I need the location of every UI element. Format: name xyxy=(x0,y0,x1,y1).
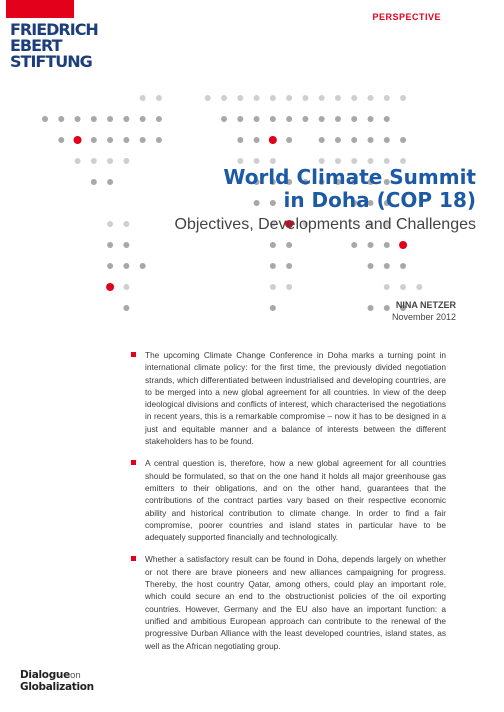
map-dot xyxy=(123,137,129,143)
map-dot xyxy=(254,137,260,143)
summary-section xyxy=(131,349,446,662)
document-title xyxy=(223,166,476,212)
title-line-1: World Climate Summit xyxy=(223,165,476,189)
summary-paragraph xyxy=(131,457,446,543)
map-dot xyxy=(351,158,357,164)
map-dot xyxy=(286,137,292,143)
map-dot xyxy=(368,305,374,311)
map-dot xyxy=(368,242,374,248)
map-dot xyxy=(75,158,81,164)
map-dot xyxy=(123,305,129,311)
map-dot xyxy=(270,263,276,269)
publication-date: November 2012 xyxy=(391,312,456,322)
map-dot xyxy=(351,137,357,143)
map-dot-highlight xyxy=(106,283,114,291)
map-dot xyxy=(286,263,292,269)
map-dot xyxy=(319,158,325,164)
map-dot xyxy=(400,263,406,269)
map-dot xyxy=(319,95,325,101)
map-dot-highlight xyxy=(74,136,82,144)
map-dot xyxy=(91,158,97,164)
map-dot xyxy=(286,116,292,122)
map-dot xyxy=(140,137,146,143)
map-dot xyxy=(237,116,243,122)
map-dot xyxy=(123,158,129,164)
map-dot xyxy=(254,95,260,101)
map-dot xyxy=(254,158,260,164)
map-dot-highlight xyxy=(269,136,277,144)
map-dot xyxy=(123,284,129,290)
map-dot xyxy=(270,242,276,248)
map-dot xyxy=(400,284,406,290)
map-dot xyxy=(368,95,374,101)
footer-word-globalization: Globalization xyxy=(20,681,94,693)
title-line-2: in Doha (COP 18) xyxy=(283,188,476,212)
bullet-square-icon xyxy=(131,460,136,465)
map-dot-highlight xyxy=(399,241,407,249)
map-dot xyxy=(400,137,406,143)
map-dot xyxy=(302,95,308,101)
map-dot xyxy=(335,116,341,122)
map-dot xyxy=(75,116,81,122)
map-dot xyxy=(368,158,374,164)
map-dot xyxy=(368,137,374,143)
map-dot xyxy=(270,284,276,290)
fes-logo xyxy=(6,0,145,72)
map-dot xyxy=(123,116,129,122)
map-dot xyxy=(91,137,97,143)
map-dot xyxy=(123,221,129,227)
map-dot xyxy=(384,305,390,311)
map-dot xyxy=(335,95,341,101)
map-dot xyxy=(254,116,260,122)
map-dot xyxy=(221,116,227,122)
map-dot xyxy=(107,116,113,122)
map-dot xyxy=(107,179,113,185)
series-label: PERSPECTIVE xyxy=(372,12,441,22)
logo-word-1: FRIEDRICH xyxy=(10,20,98,39)
map-dot xyxy=(107,221,113,227)
map-dot xyxy=(237,95,243,101)
dialogue-on-globalization-logo xyxy=(20,670,94,693)
map-dot xyxy=(140,263,146,269)
paragraph-text: A central question is, therefore, how a new global agreement for all countries should be formulated, so that on the one hand it holds all major greenhouse gas emitters to their obligations, and on the other hand, guarantees that the contributions of the contract parties vary based on their respective economic ability and historical contribution to climate change. In order to find a fair compromise, poorer countries and island states in particular have to be adequately supported financially and technologically. xyxy=(145,458,446,543)
map-dot xyxy=(270,305,276,311)
author-name: NINA NETZER xyxy=(395,300,456,310)
map-dot xyxy=(286,95,292,101)
logo-word-3: STIFTUNG xyxy=(10,52,92,71)
map-dot xyxy=(237,137,243,143)
logo-red-bar xyxy=(6,0,74,18)
map-dot xyxy=(123,242,129,248)
map-dot xyxy=(384,116,390,122)
map-dot xyxy=(351,242,357,248)
bullet-square-icon xyxy=(131,556,136,561)
map-dot xyxy=(58,116,64,122)
logo-word-2: EBERT xyxy=(10,36,62,55)
map-dot xyxy=(221,95,227,101)
map-dot xyxy=(286,242,292,248)
map-dot xyxy=(91,179,97,185)
paragraph-text: The upcoming Climate Change Conference in Doha marks a turning point in international climate policy: for the first time, the previously divided negotiation strands, which differentiated between industrialised and developing countries, are to be merged into a new global agreement for all countries. In view of the deep ideological divisions and conflicts of interest, which characterised the negotiations in recent years, this is a remarkable compromise – now it has to be designed in a just and equitable manner and a balance of interests between the different stakeholders has to be found. xyxy=(145,350,446,447)
map-dot xyxy=(107,242,113,248)
document-subtitle: Objectives, Developments and Challenges xyxy=(174,216,476,233)
map-dot xyxy=(107,137,113,143)
map-dot xyxy=(270,158,276,164)
map-dot xyxy=(270,116,276,122)
map-dot xyxy=(237,158,243,164)
map-dot xyxy=(319,137,325,143)
map-dot xyxy=(156,95,162,101)
map-dot xyxy=(107,158,113,164)
map-dot xyxy=(368,116,374,122)
map-dot xyxy=(140,95,146,101)
map-dot xyxy=(416,284,422,290)
map-dot xyxy=(384,242,390,248)
map-dot xyxy=(335,137,341,143)
summary-paragraph xyxy=(131,349,446,447)
paragraph-text: Whether a satisfactory result can be found in Doha, depends largely on whether or not there are brave pioneers and new alliances campaigning for progress. Thereby, the host country Qatar, among others, could play an important role, which could secure an end to the obstructionist policies of the oil exporting countries. However, Germany and the EU also have an important function: a unified and ambitious European approach can contribute to the renewal of the progressive Durban Alliance with the least developed countries, island states, as well as the African negotiating group. xyxy=(145,554,446,651)
map-dot xyxy=(384,95,390,101)
footer-word-dialogue: Dialogue xyxy=(20,669,70,681)
map-dot xyxy=(319,116,325,122)
map-dot xyxy=(302,116,308,122)
map-dot xyxy=(368,263,374,269)
footer-word-on: on xyxy=(69,671,81,681)
map-dot xyxy=(58,137,64,143)
summary-paragraph xyxy=(131,553,446,651)
map-dot xyxy=(384,263,390,269)
map-dot xyxy=(107,263,113,269)
map-dot xyxy=(91,116,97,122)
map-dot xyxy=(351,95,357,101)
map-dot xyxy=(205,95,211,101)
map-dot xyxy=(156,116,162,122)
map-dot xyxy=(156,137,162,143)
map-dot xyxy=(384,137,390,143)
map-dot xyxy=(400,158,406,164)
bullet-square-icon xyxy=(131,352,136,357)
map-dot xyxy=(286,284,292,290)
map-dot xyxy=(140,116,146,122)
map-dot xyxy=(384,158,390,164)
map-dot xyxy=(270,95,276,101)
map-dot xyxy=(123,263,129,269)
map-dot xyxy=(400,95,406,101)
map-dot xyxy=(335,158,341,164)
map-dot xyxy=(351,116,357,122)
map-dot xyxy=(42,116,48,122)
map-dot xyxy=(384,284,390,290)
